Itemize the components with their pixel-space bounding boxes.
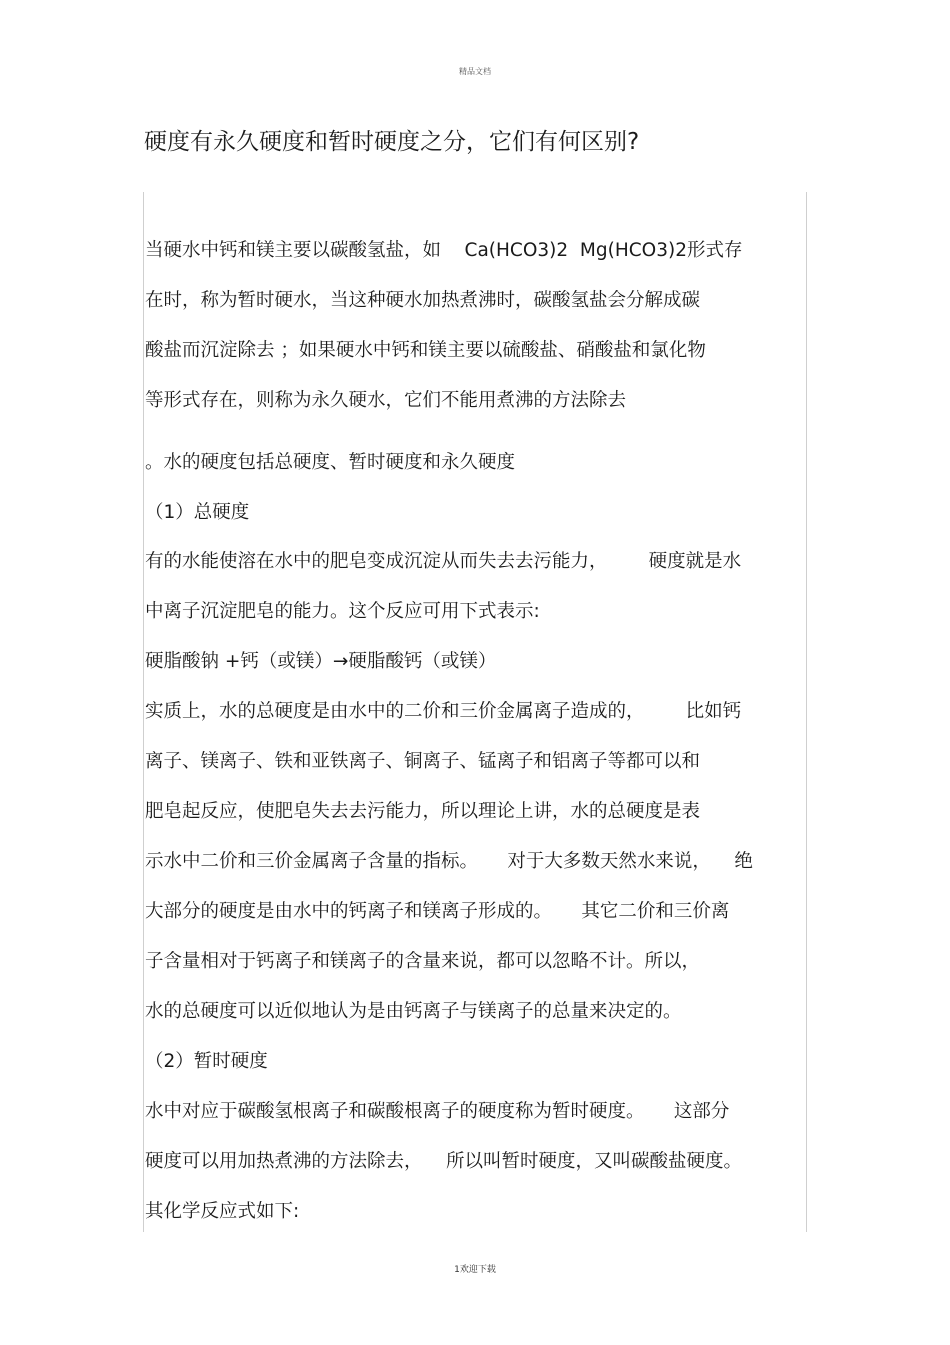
body-line: 其化学反应式如下:	[145, 1201, 300, 1222]
body-line: 肥皂起反应，使肥皂失去去污能力，所以理论上讲，水的总硬度是表	[145, 801, 701, 822]
body-line: 在时，称为暂时硬水，当这种硬水加热煮沸时，碳酸氢盐会分解成碳	[145, 290, 701, 311]
frame-left-border	[143, 192, 144, 1232]
page-footer-mark: 1欢迎下载	[454, 1265, 496, 1275]
body-line: 示水中二价和三价金属离子含量的指标。 对于大多数天然水来说， 绝	[145, 851, 753, 872]
page-header-mark: 精品文档	[459, 67, 491, 76]
section-heading-temporary-hardness: （2）暂时硬度	[145, 1051, 268, 1072]
body-line: 水中对应于碳酸氢根离子和碳酸根离子的硬度称为暂时硬度。 这部分	[145, 1101, 730, 1122]
body-line: 中离子沉淀肥皂的能力。这个反应可用下式表示:	[145, 601, 540, 622]
body-line: 有的水能使溶在水中的肥皂变成沉淀从而失去去污能力， 硬度就是水	[145, 551, 742, 572]
body-line: 离子、镁离子、铁和亚铁离子、铜离子、锰离子和铝离子等都可以和	[145, 751, 701, 772]
body-line: 。水的硬度包括总硬度、暂时硬度和永久硬度	[145, 452, 516, 473]
reaction-formula: 硬脂酸钠 +钙（或镁）→硬脂酸钙（或镁）	[145, 651, 497, 672]
body-line: 当硬水中钙和镁主要以碳酸氢盐，如 Ca(HCO3)2 Mg(HCO3)2形式存	[145, 240, 743, 261]
body-line: 大部分的硬度是由水中的钙离子和镁离子形成的。 其它二价和三价离	[145, 901, 730, 922]
section-heading-total-hardness: （1）总硬度	[145, 502, 250, 523]
body-line: 酸盐而沉淀除去 ；如果硬水中钙和镁主要以硫酸盐、硝酸盐和氯化物	[145, 340, 706, 361]
body-line: 实质上，水的总硬度是由水中的二价和三价金属离子造成的， 比如钙	[145, 701, 742, 722]
body-line: 等形式存在，则称为永久硬水，它们不能用煮沸的方法除去	[145, 390, 627, 411]
body-line: 硬度可以用加热煮沸的方法除去， 所以叫暂时硬度，又叫碳酸盐硬度。	[145, 1151, 743, 1172]
document-title: 硬度有永久硬度和暂时硬度之分，它们有何区别?	[144, 129, 640, 155]
frame-right-border	[806, 192, 807, 1232]
body-line: 水的总硬度可以近似地认为是由钙离子与镁离子的总量来决定的。	[145, 1001, 682, 1022]
body-line: 子含量相对于钙离子和镁离子的含量来说，都可以忽略不计。所以，	[145, 951, 701, 972]
